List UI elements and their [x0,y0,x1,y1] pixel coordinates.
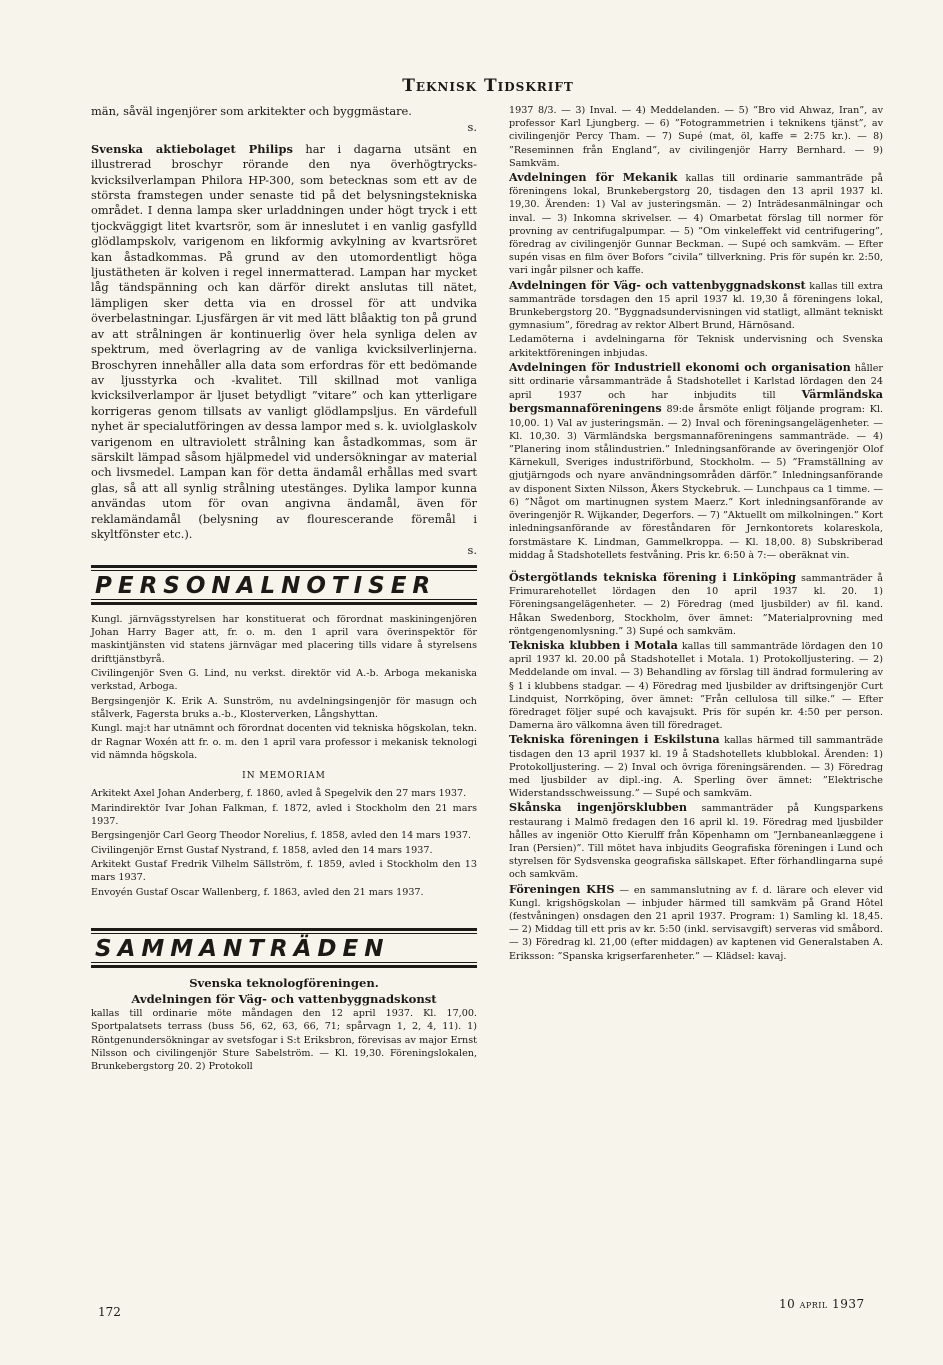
meeting-vag-note: Ledamöterna i avdelningarna för Teknisk undervisning och Svenska arkitektföreningen inbjudas. [509,334,883,359]
intro-text: män, såväl ingenjörer som arkitekter och byggmästare. [91,104,412,118]
intro-signature: s. [467,120,477,135]
philips-body: har i dagarna utsänt en illustrerad broschyr rörande den nya överhögtrycks-kvicksilverlampan Philora HP-300, som betecknas som ett av de största framstegen under senaste tid på det belysningstekniska området. I denna lampa sker urladdningen under högt tryck i ett tjockväggigt litet kvartsrör, som är inneslutet i en vanlig gasfylld glödlampskolv, varigenom en likformig avkylning av kvartsröret kan åstadkommas. På grund av den utomordentligt höga ljustätheten är kolven i regel innermatterad. Lampan har mycket låg tändspänning och kan därför direkt anslutas till nätet, lämpligen sker detta via en drossel för att undvika överbelastningar. Ljusfärgen är vit med lätt blåaktig ton på grund av att strålningen är kontinuerlig över hela synliga delen av spektrum, med överlagring av de vanliga kvicksilverlinjerna. Broschyren innehåller alla data som erfordras för ett bedömande av ljusstyrka och -kvalitet. Till skillnad mot vanliga kvicksilverlampor är ljuset betydligt ”vitare” och kan ytterligare korrigeras genom tillsats av vanligt glödlampsljus. En värdefull nyhet är specialutföringen av dessa lampor med s. k. uviolglaskolv varigenom en ultraviolett strålning kan åstadkommas, som är särskilt lämpad såsom hjälpmedel vid undersökningar av material och livsmedel. Lampan kan för detta ändamål erhållas med svart glas, så att all synlig strålning utestänges. Dylika lampor kunna användas utom för ovan angivna ändamål, även för reklamändamål (belysning av flourescerande föremål i skyltfönster etc.). [91,141,477,541]
page-number: 172 [98,1305,121,1319]
personal-section-title: PERSONALNOTISER [95,572,437,599]
meeting-heading: Östergötlands tekniska förening i Linköping [509,569,796,584]
personal-notice: Kungl. järnvägsstyrelsen har konstituerat och förordnat maskiningenjören Johan Harry Bager att, fr. o. m. den 1 april vara överinspektör för maskintjänsten vid statens järnvägar med placering tills vidare å styrelsens drifttjänstbyrå. [91,613,477,665]
personal-notice: Civilingenjör Sven G. Lind, nu verkst. direktör vid A.-b. Arboga mekaniska verkstad, Arboga. [91,668,477,693]
issue-date: 10 april 1937 [779,1297,865,1311]
meeting-motala: Tekniska klubben i Motala kallas till sammanträde lördagen den 10 april 1937 kl. 20.00 på Stadshotellet i Motala. 1) Protokolljustering. — 2) Meddelande om inval. — 3) Behandling av förslag till ändrad formulering av § 1 i klubbens stadgar. — 4) Föredrag med ljusbilder av driftsingenjör Curt Lindquist, Norrköping, över ämnet: ”Från cellulosa till silke.” — Efter föredraget följer supé och kavajsukt. Pris för supén kr. 4:50 per person. Damerna äro välkomna även till föredraget. [509,637,883,732]
meeting-heading: Tekniska klubben i Motala [509,637,678,652]
teknolog-heading: Avdelningen för Väg- och vattenbyggnadskonst [131,992,437,1006]
memoriam-entry: Arkitekt Axel Johan Anderberg, f. 1860, avled å Spegelvik den 27 mars 1937. [91,788,467,800]
meeting-heading: Avdelningen för Industriell ekonomi och organisation [509,359,851,374]
section-rule-bottom [91,599,477,605]
meeting-heading: Skånska ingenjörsklubben [509,800,688,815]
meeting-vag: Avdelningen för Väg- och vattenbyggnadskonst kallas till extra sammanträde torsdagen den 15 april 1937 kl. 19,30 å föreningens lokal, Brunkebergstorg 20. ”Byggnadsundervisningen vid statligt, allmänt tekniskt gymnasium”, föredrag av rektor Albert Brund, Härnösand. [509,277,884,332]
masthead: Teknisk Tidskrift [402,76,574,96]
memoriam-entry: Marindirektör Ivar Johan Falkman, f. 1872, avled i Stockholm den 21 mars 1937. [91,802,477,828]
section-rule-bottom [91,962,477,968]
meeting-mekanik: Avdelningen för Mekanik kallas till ordinarie sammanträde på föreningens lokal, Brunkebergstorg 20, tisdagen den 13 april 1937 kl. 19,30. Ärenden: 1) Val av justeringsmän. — 2) Inträdesanmälningar och inval. — 3) Inkomna skrivelser. — 4) Omarbetat förslag till normer för provning av centrifugalpumpar. — 5) ”Om vinkeleffekt vid centrifugering”, föredrag av civilingenjör Gunnar Beckman. — Supé och samkväm. — Efter supén visas en film över Bofors ”civila” tillverkning. Pris för supén kr. 2:50, vari ingår pilsner och kaffe. [509,170,883,277]
meeting-heading: Tekniska föreningen i Eskilstuna [509,732,720,747]
meeting-heading: Avdelningen för Mekanik [509,170,678,185]
memoriam-entry: Arkitekt Gustaf Fredrik Vilhelm Sällström, f. 1859, avled i Stockholm den 13 mars 1937. [91,858,477,884]
meeting-linkoping: Östergötlands tekniska förening i Linköping sammanträder å Frimurarehotellet lördagen den 10 april 1937 kl. 20. 1) Föreningsangelägenheter. — 2) Föredrag (med ljusbilder) av fil. kand. Håkan Swedenborg, Stockholm, över ämnet: ”Materialprovning med röntgengenomlysning.” 3) Supé och samkväm. [509,569,883,637]
teknolog-body: kallas till ordinarie möte måndagen den 12 april 1937. Kl. 17,00. Sportpalatsets terrass (buss 56, 62, 63, 66, 71; spårvagn 1, 2, 4, 11). 1) Röntgenundersökningar av svetsfogar i S:t Eriksbron, förevisas av major Ernst Nilsson och civilingenjör Sture Sabelström. — Kl. 19,30. Föreningslokalen, Brunkebergstorg 20. 2) Protokoll [91,1008,477,1073]
memoriam-title: IN MEMORIAM [242,771,326,782]
meeting-skanska: Skånska ingenjörsklubben sammanträder på Kungsparkens restaurang i Malmö fredagen den 16 april kl. 19. Föredrag med ljusbilder hålles av ingeniör Otto Kierulff från Köpenhamn om ”Jernbaneanlæggene i Iran (Persien)”. Till mötet hava inbjudits Geografiska föreningen i Lund och styrelsen för Sydsvenska geografiska sällskapet. Efter förhandlingarna supé och samkväm. [509,800,883,881]
memoriam-entry: Civilingenjör Ernst Gustaf Nystrand, f. 1858, avled den 14 mars 1937. [91,844,433,856]
personal-notice: Bergsingenjör K. Erik A. Sunström, nu avdelningsingenjör för masugn och stålverk, Fagersta bruks a.-b., Klosterverken, Långshyttan. [91,695,477,720]
philips-signature: s. [467,543,477,558]
philips-article [91,142,477,543]
meeting-eskilstuna: Tekniska föreningen i Eskilstuna kallas härmed till sammanträde tisdagen den 13 april 1937 kl. 19 å Stadshotellets klubblokal. Ärenden: 1) Protokolljustering. — 2) Inval och övriga föreningsärenden. — 3) Föredrag med ljusbilder av dipl.-ing. A. Sperling över ämnet: ”Elektrische Widerstandsschweissung.” — Supé och samkväm. [509,732,883,800]
section-rule-top [91,928,477,934]
meeting-continuation: 1937 8/3. — 3) Inval. — 4) Meddelanden. — 5) ”Bro vid Ahwaz, Iran”, av professor Karl Ljungberg. — 6) ”Fotogrammetrien i teknikens tjänst”, av civilingenjör Percy Tham. — 7) Supé (mat, öl, kaffe = 2:75 kr.). — 8) ”Reseminnen från England”, av civilingenjör Harry Bernhard. — 9) Samkväm. [509,105,883,169]
section-rule-top [91,565,477,571]
meeting-heading: Föreningen KHS [509,881,615,896]
right-column [509,104,883,964]
left-column [91,104,477,1075]
meeting-khs: Föreningen KHS — en sammanslutning av f. d. lärare och elever vid Kungl. krigshögskolan — inbjuder härmed till samkväm på Grand Hôtel (festvåningen) onsdagen den 21 april 1937. Program: 1) Samling kl. 18,45. — 2) Middag till ett pris av kr. 5:50 (inkl. servisavgift) serveras vid småbord. — 3) Föredrag kl. 21,00 (efter middagen) av kaptenen vid Generalstaben A. Eriksson: ”Spanska krigserfarenheter.” — Klädsel: kavaj. [509,881,883,962]
memoriam-entry: Bergsingenjör Carl Georg Theodor Norelius, f. 1858, avled den 14 mars 1937. [91,830,472,842]
meeting-heading: Avdelningen för Väg- och vattenbyggnadskonst [509,277,806,292]
personal-notice: Kungl. maj:t har utnämnt och förordnat docenten vid tekniska högskolan, tekn. dr Ragnar Woxén att fr. o. m. den 1 april vara professor i mekanisk teknologi vid nämnda högskola. [91,723,477,761]
philips-lead: Svenska aktiebolaget Philips [91,141,293,156]
meeting-industriell: Avdelningen för Industriell ekonomi och organisation håller sitt ordinarie vårsammanträde å Stadshotellet i Karlstad lördagen den 24 april 1937 och har inbjudits till Värmländska bergsmannaföreningens 89:de årsmöte enligt följande program: Kl. 10,00. 1) Val av justeringsmän. — 2) Inval och föreningsangelägenheter. — Kl. 10,30. 3) Värmländska bergsmannaföreningens sammanträde. — 4) ”Planering inom stålindustrien.” Inledningsanförande av överingenjör Olof Kärnekull, Sveriges industriförbund, Stockholm. — 5) ”Framställning av gjutjärngods och nyare användningsområden därför.” Inledningsanförande av disponent Sixten Nilsson, Åkers Styckebruk. — Lunchpaus ca 1 timme. — 6) ”Något om martinugnen system Maerz.” Kort inledningsanförande av överingenjör R. Wijkander, Degerfors. — 7) ”Aktuellt om milkolningen.” Kort inledningsanförande av föreståndaren för Jernkontorets kolareskola, forstmästare K. Lindman, Gammelkroppa. — Kl. 18,00. 8) Subskriberad middag å Stadshotellets festvåning. Pris kr. 6:50 à 7:— oberäknat vin. [509,359,884,561]
teknolog-title: Svenska teknologföreningen. [189,975,379,990]
meetings-section-title: SAMMANTRÄDEN [95,935,390,962]
memoriam-entry: Envoyén Gustaf Oscar Wallenberg, f. 1863, avled den 21 mars 1937. [91,886,424,898]
